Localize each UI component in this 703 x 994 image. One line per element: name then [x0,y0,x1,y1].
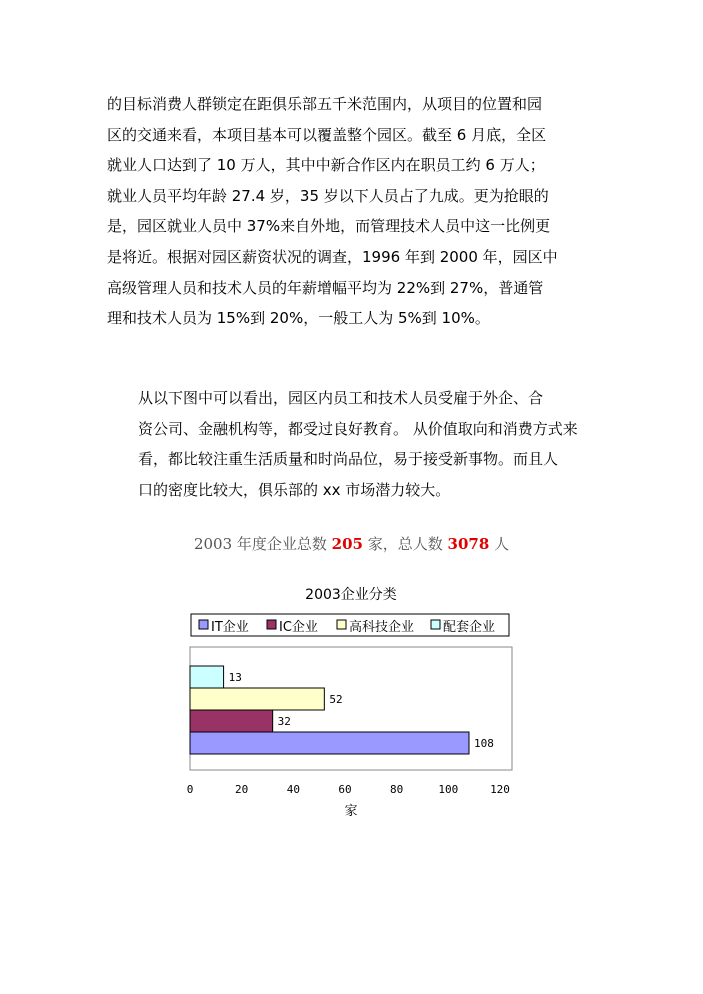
summary-total-people: 3078 [447,535,490,553]
text-line: 高级管理人员和技术人员的年薪增幅平均为 22%到 27%，普通管 [107,278,544,297]
summary-prefix: 2003 年度企业总数 [193,535,332,553]
text-line: 从以下图中可以看出，园区内员工和技术人员受雇于外企、合 [138,389,544,407]
text-line: 的目标消费人群锁定在距俱乐部五千米范围内，从项目的位置和园 [107,95,543,113]
text-line: 是，园区就业人员中 37%来自外地，而管理技术人员中这一比例更 [107,217,551,236]
legend-swatch [431,620,440,629]
summary-middle: 家，总人数 [362,535,448,553]
text-line: 看，都比较注重生活质量和时尚品位，易于接受新事物。而且人 [138,450,559,469]
text-line: 区的交通来看，本项目基本可以覆盖整个园区。截至 6 月底，全区 [107,125,547,144]
chart-x-ticks [187,783,510,796]
x-tick-label: 60 [338,783,352,796]
legend-swatch [267,620,276,629]
legend-label: 配套企业 [443,620,496,635]
x-tick-label: 80 [390,783,404,796]
legend-label: IC企业 [279,620,318,635]
x-tick-label: 120 [490,783,510,796]
x-tick-label: 40 [286,783,300,796]
bar [190,732,469,754]
text-line: 就业人口达到了 10 万人，其中中新合作区内在职员工约 6 万人； [107,156,545,175]
data-label: 52 [329,693,343,706]
text-line: 就业人员平均年龄 27.4 岁，35 岁以下人员占了九成。更为抢眼的 [107,186,549,205]
text-line: 理和技术人员为 15%到 20%，一般工人为 5%到 10%。 [107,309,490,328]
x-tick-label: 0 [186,783,194,796]
bar [190,688,324,710]
bar [190,666,224,688]
x-axis-label: 家 [344,804,358,819]
bar [190,710,273,732]
legend-label: 高科技企业 [349,620,415,635]
legend-label: IT企业 [211,620,249,635]
summary-total-companies: 205 [331,535,363,553]
data-label: 32 [277,715,291,728]
chart-title: 2003企业分类 [305,587,397,603]
legend-swatch [199,620,208,629]
text-line: 是将近。根据对园区薪资状况的调查，1996 年到 2000 年，园区中 [107,247,558,266]
x-tick-label: 100 [438,783,459,796]
summary-suffix: 人 [489,535,510,553]
legend-swatch [337,620,346,629]
data-label: 108 [474,737,494,750]
data-label: 13 [228,671,242,684]
text-line: 口的密度比较大，俱乐部的 xx 市场潜力较大。 [138,480,451,499]
x-tick-label: 20 [235,783,249,796]
text-line: 资公司、金融机构等，都受过良好教育。 从价值取向和消费方式来 [138,419,578,438]
